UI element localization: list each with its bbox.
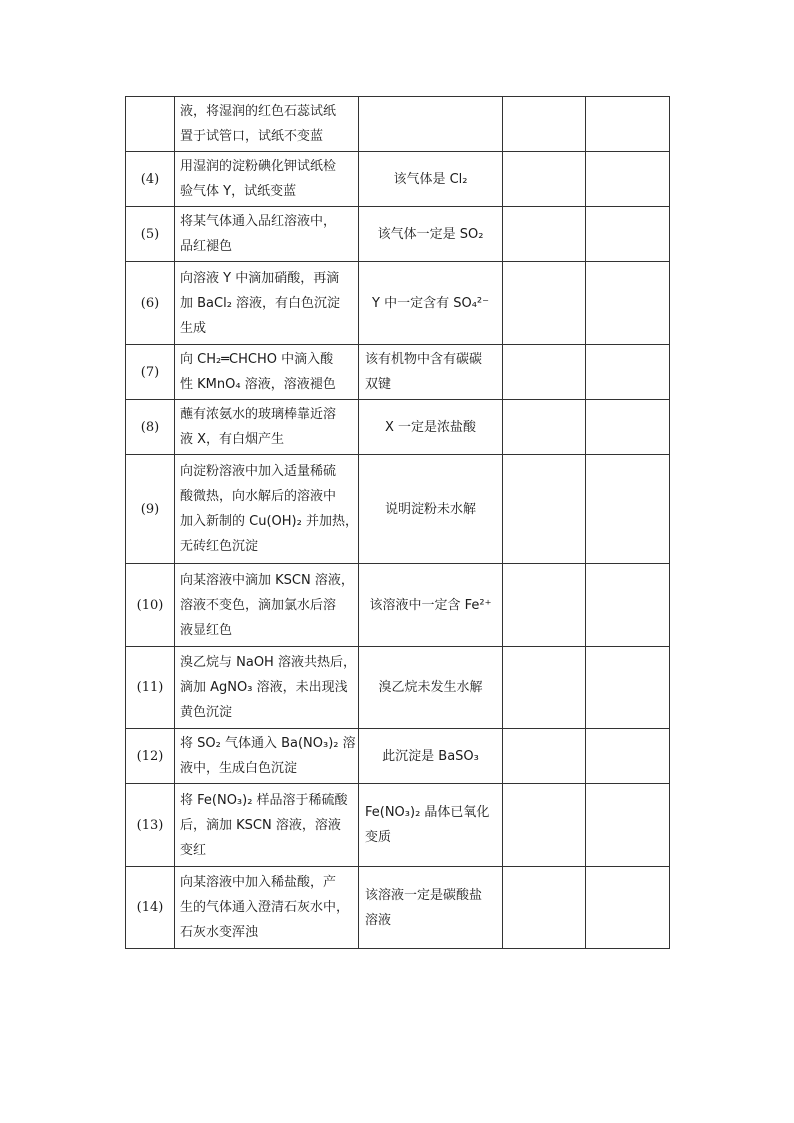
table-row — [126, 455, 670, 564]
row-number: (9) — [126, 455, 175, 564]
operation-cell — [175, 345, 359, 400]
conclusion-cell — [359, 400, 503, 455]
row-number: (4) — [126, 152, 175, 207]
operation-line: 加入新制的 Cu(OH)₂ 并加热， — [180, 514, 358, 529]
row-number: (14) — [126, 867, 175, 949]
reason-cell[interactable] — [586, 345, 670, 400]
operation-line: 将 SO₂ 气体通入 Ba(NO₃)₂ 溶 — [180, 736, 356, 751]
operation-cell — [175, 867, 359, 949]
conclusion-line: 该气体是 Cl₂ — [393, 171, 468, 187]
reason-cell[interactable] — [586, 729, 670, 784]
table-row — [126, 400, 670, 455]
operation-cell — [175, 729, 359, 784]
row-number: (11) — [126, 647, 175, 729]
reason-cell[interactable] — [586, 152, 670, 207]
conclusion-line: 溴乙烷未发生水解 — [378, 680, 483, 695]
conclusion-line: 溶液 — [365, 912, 392, 928]
operation-line: 液，将湿润的红色石蕊试纸 — [180, 104, 337, 119]
conclusion-cell — [359, 729, 503, 784]
table-row — [126, 729, 670, 784]
conclusion-cell — [359, 97, 503, 152]
operation-line: 无砖红色沉淀 — [180, 539, 259, 554]
judgment-cell[interactable] — [503, 784, 586, 867]
table-row — [126, 345, 670, 400]
reason-cell[interactable] — [586, 400, 670, 455]
operation-cell — [175, 784, 359, 867]
table-row — [126, 784, 670, 867]
conclusion-cell — [359, 207, 503, 262]
operation-line: 将 Fe(NO₃)₂ 样品溶于稀硫酸 — [180, 792, 348, 808]
operation-line: 生成 — [180, 320, 207, 336]
judgment-cell[interactable] — [503, 262, 586, 345]
row-number: (5) — [126, 207, 175, 262]
operation-line: 溴乙烷与 NaOH 溶液共热后， — [180, 655, 356, 670]
operation-line: 生的气体通入澄清石灰水中， — [180, 900, 350, 915]
operation-line: 用湿润的淀粉碘化钾试纸检 — [180, 159, 337, 174]
conclusion-line: 该溶液中一定含 Fe²⁺ — [369, 597, 492, 613]
table-row — [126, 867, 670, 949]
conclusion-line: 该气体一定是 SO₂ — [377, 226, 484, 242]
row-number: (7) — [126, 345, 175, 400]
table-row — [126, 564, 670, 647]
reason-cell[interactable] — [586, 207, 670, 262]
judgment-cell[interactable] — [503, 152, 586, 207]
conclusion-cell — [359, 262, 503, 345]
judgment-cell[interactable] — [503, 97, 586, 152]
table-row — [126, 152, 670, 207]
judgment-cell[interactable] — [503, 729, 586, 784]
operation-line: 滴加 AgNO₃ 溶液，未出现浅 — [180, 680, 348, 695]
table-row — [126, 207, 670, 262]
row-number: (8) — [126, 400, 175, 455]
operation-line: 向 CH₂═CHCHO 中滴入酸 — [180, 352, 334, 367]
conclusion-line: Fe(NO₃)₂ 晶体已氧化 — [365, 805, 490, 820]
reason-cell[interactable] — [586, 97, 670, 152]
conclusion-line: 说明淀粉未水解 — [384, 501, 476, 517]
operation-line: 验气体 Y，试纸变蓝 — [180, 184, 297, 199]
conclusion-cell — [359, 345, 503, 400]
row-number: (10) — [126, 564, 175, 647]
operation-cell — [175, 207, 359, 262]
conclusion-cell — [359, 564, 503, 647]
experiment-table — [125, 96, 670, 949]
operation-line: 石灰水变浑浊 — [180, 925, 259, 940]
row-number: (12) — [126, 729, 175, 784]
operation-line: 液显红色 — [180, 622, 233, 638]
reason-cell[interactable] — [586, 867, 670, 949]
conclusion-line: X 一定是浓盐酸 — [384, 419, 477, 435]
judgment-cell[interactable] — [503, 207, 586, 262]
operation-line: 向淀粉溶液中加入适量稀硫 — [180, 464, 337, 479]
table-row — [126, 97, 670, 152]
operation-line: 将某气体通入品红溶液中， — [180, 214, 337, 229]
conclusion-line: 该溶液一定是碳酸盐 — [365, 887, 483, 903]
operation-cell — [175, 262, 359, 345]
table-body — [126, 97, 670, 949]
operation-cell — [175, 400, 359, 455]
conclusion-cell — [359, 455, 503, 564]
row-number — [126, 97, 175, 152]
operation-cell — [175, 647, 359, 729]
conclusion-line: 该有机物中含有碳碳 — [365, 352, 483, 367]
operation-cell — [175, 152, 359, 207]
conclusion-cell — [359, 647, 503, 729]
judgment-cell[interactable] — [503, 345, 586, 400]
operation-line: 酸微热，向水解后的溶液中 — [180, 489, 337, 504]
operation-line: 液 X，有白烟产生 — [180, 432, 285, 447]
reason-cell[interactable] — [586, 647, 670, 729]
reason-cell[interactable] — [586, 262, 670, 345]
row-number: (13) — [126, 784, 175, 867]
judgment-cell[interactable] — [503, 867, 586, 949]
operation-line: 向某溶液中加入稀盐酸，产 — [180, 875, 337, 890]
reason-cell[interactable] — [586, 564, 670, 647]
table-row — [126, 647, 670, 729]
operation-line: 向某溶液中滴加 KSCN 溶液， — [180, 572, 354, 588]
row-number: (6) — [126, 262, 175, 345]
operation-line: 性 KMnO₄ 溶液，溶液褪色 — [180, 377, 336, 392]
operation-cell — [175, 455, 359, 564]
operation-line: 品红褪色 — [180, 239, 233, 254]
operation-line: 向溶液 Y 中滴加硝酸，再滴 — [180, 270, 340, 286]
operation-line: 溶液不变色，滴加氯水后溶 — [180, 597, 337, 613]
operation-line: 蘸有浓氨水的玻璃棒靠近溶 — [180, 407, 337, 422]
conclusion-line: 此沉淀是 BaSO₃ — [382, 748, 479, 764]
conclusion-cell — [359, 152, 503, 207]
conclusion-cell — [359, 867, 503, 949]
operation-line: 变红 — [180, 842, 207, 858]
judgment-cell[interactable] — [503, 564, 586, 647]
conclusion-line: 变质 — [365, 830, 392, 845]
judgment-cell[interactable] — [503, 400, 586, 455]
operation-line: 黄色沉淀 — [180, 705, 233, 720]
judgment-cell[interactable] — [503, 647, 586, 729]
reason-cell[interactable] — [586, 784, 670, 867]
operation-line: 置于试管口，试纸不变蓝 — [180, 129, 324, 144]
operation-line: 液中，生成白色沉淀 — [180, 761, 298, 776]
reason-cell[interactable] — [586, 455, 670, 564]
operation-line: 加 BaCl₂ 溶液，有白色沉淀 — [180, 295, 341, 311]
conclusion-line: Y 中一定含有 SO₄²⁻ — [372, 295, 489, 311]
table-row — [126, 262, 670, 345]
conclusion-line: 双键 — [365, 377, 392, 392]
conclusion-cell — [359, 784, 503, 867]
operation-cell — [175, 564, 359, 647]
judgment-cell[interactable] — [503, 455, 586, 564]
operation-line: 后，滴加 KSCN 溶液，溶液 — [180, 817, 341, 833]
operation-cell — [175, 97, 359, 152]
